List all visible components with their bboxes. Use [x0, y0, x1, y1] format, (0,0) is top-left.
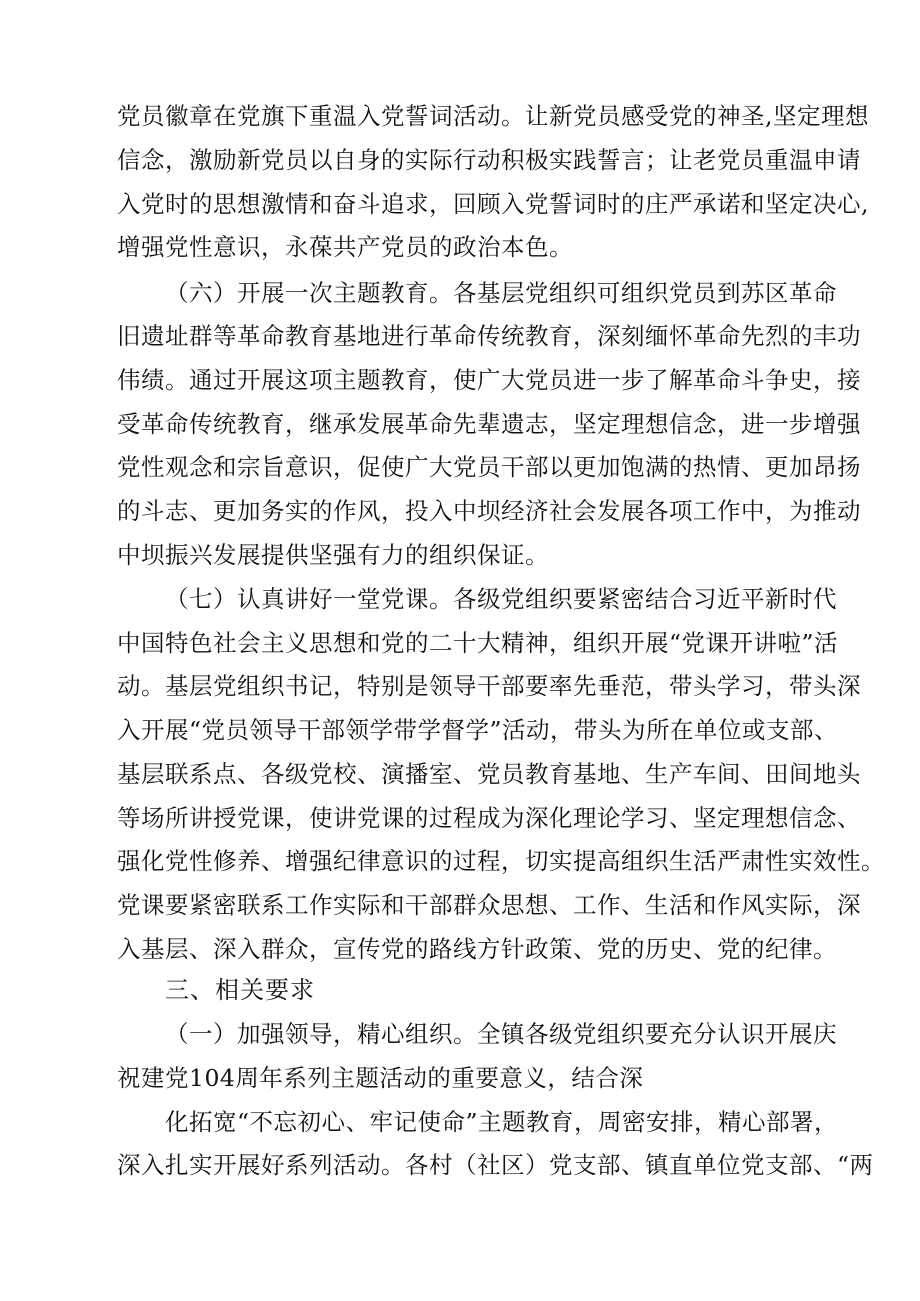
item-seven-line-8: 党课要紧密联系工作实际和干部群众思想、工作、生活和作风实际，深	[117, 891, 861, 919]
item-six-line-4: 受革命传统教育，继承发展革命先辈遗志，坚定理想信念，进一步增强	[117, 410, 861, 438]
requirement-cont-line-1: 化拓宽“不忘初心、牢记使命”主题教育，周密安排，精心部署，	[165, 1108, 839, 1136]
item-six-line-6: 的斗志、更加务实的作风，投入中坝经济社会发展各项工作中，为推动	[117, 497, 861, 525]
item-seven-line-4: 入开展“党员领导干部领学带学督学”活动，带头为所在单位或支部、	[117, 716, 839, 744]
item-seven-line-5: 基层联系点、各级党校、演播室、党员教育基地、生产车间、田间地头	[117, 760, 861, 788]
item-seven-line-2: 中国特色社会主义思想和党的二十大精神，组织开展“党课开讲啦”活	[117, 629, 839, 657]
item-seven-line-7: 强化党性修养、增强纪律意识的过程，切实提高组织生活严肃性实效性。	[117, 847, 885, 875]
requirement-one-line-1: （一）加强领导，精心组织。全镇各级党组织要充分认识开展庆	[165, 1020, 837, 1048]
item-six-line-1: （六）开展一次主题教育。各基层党组织可组织党员到苏区革命	[165, 279, 837, 307]
oath-paragraph-line-4: 增强党性意识，永葆共产党员的政治本色。	[117, 233, 573, 261]
item-seven-line-6: 等场所讲授党课，使讲党课的过程成为深化理论学习、坚定理想信念、	[117, 804, 861, 832]
section-heading: 三、相关要求	[165, 976, 315, 1004]
requirement-cont-line-2: 深入扎实开展好系列活动。各村（社区）党支部、镇直单位党支部、“两	[117, 1151, 874, 1179]
item-six-line-5: 党性观念和宗旨意识，促使广大党员干部以更加饱满的热情、更加昂扬	[117, 453, 861, 481]
item-six-line-2: 旧遗址群等革命教育基地进行革命传统教育，深刻缅怀革命先烈的丰功	[117, 322, 861, 350]
requirement-one-line-2: 祝建党104周年系列主题活动的重要意义，结合深	[117, 1064, 644, 1092]
item-seven-line-9: 入基层、深入群众，宣传党的路线方针政策、党的历史、党的纪律。	[117, 935, 837, 963]
oath-paragraph-line-1: 党员徽章在党旗下重温入党誓词活动。让新党员感受党的神圣,坚定理想	[117, 102, 869, 130]
oath-paragraph-line-2: 信念，激励新党员以自身的实际行动积极实践誓言；让老党员重温申请	[117, 146, 861, 174]
item-seven-line-1: （七）认真讲好一堂党课。各级党组织要紧密结合习近平新时代	[165, 585, 837, 613]
item-seven-line-3: 动。基层党组织书记，特别是领导干部要率先垂范，带头学习，带头深	[117, 672, 861, 700]
item-six-line-7: 中坝振兴发展提供坚强有力的组织保证。	[117, 541, 549, 569]
oath-paragraph-line-3: 入党时的思想激情和奋斗追求，回顾入党誓词时的庄严承诺和坚定决心,	[117, 190, 869, 218]
item-six-line-3: 伟绩。通过开展这项主题教育，使广大党员进一步了解革命斗争史，接	[117, 366, 861, 394]
